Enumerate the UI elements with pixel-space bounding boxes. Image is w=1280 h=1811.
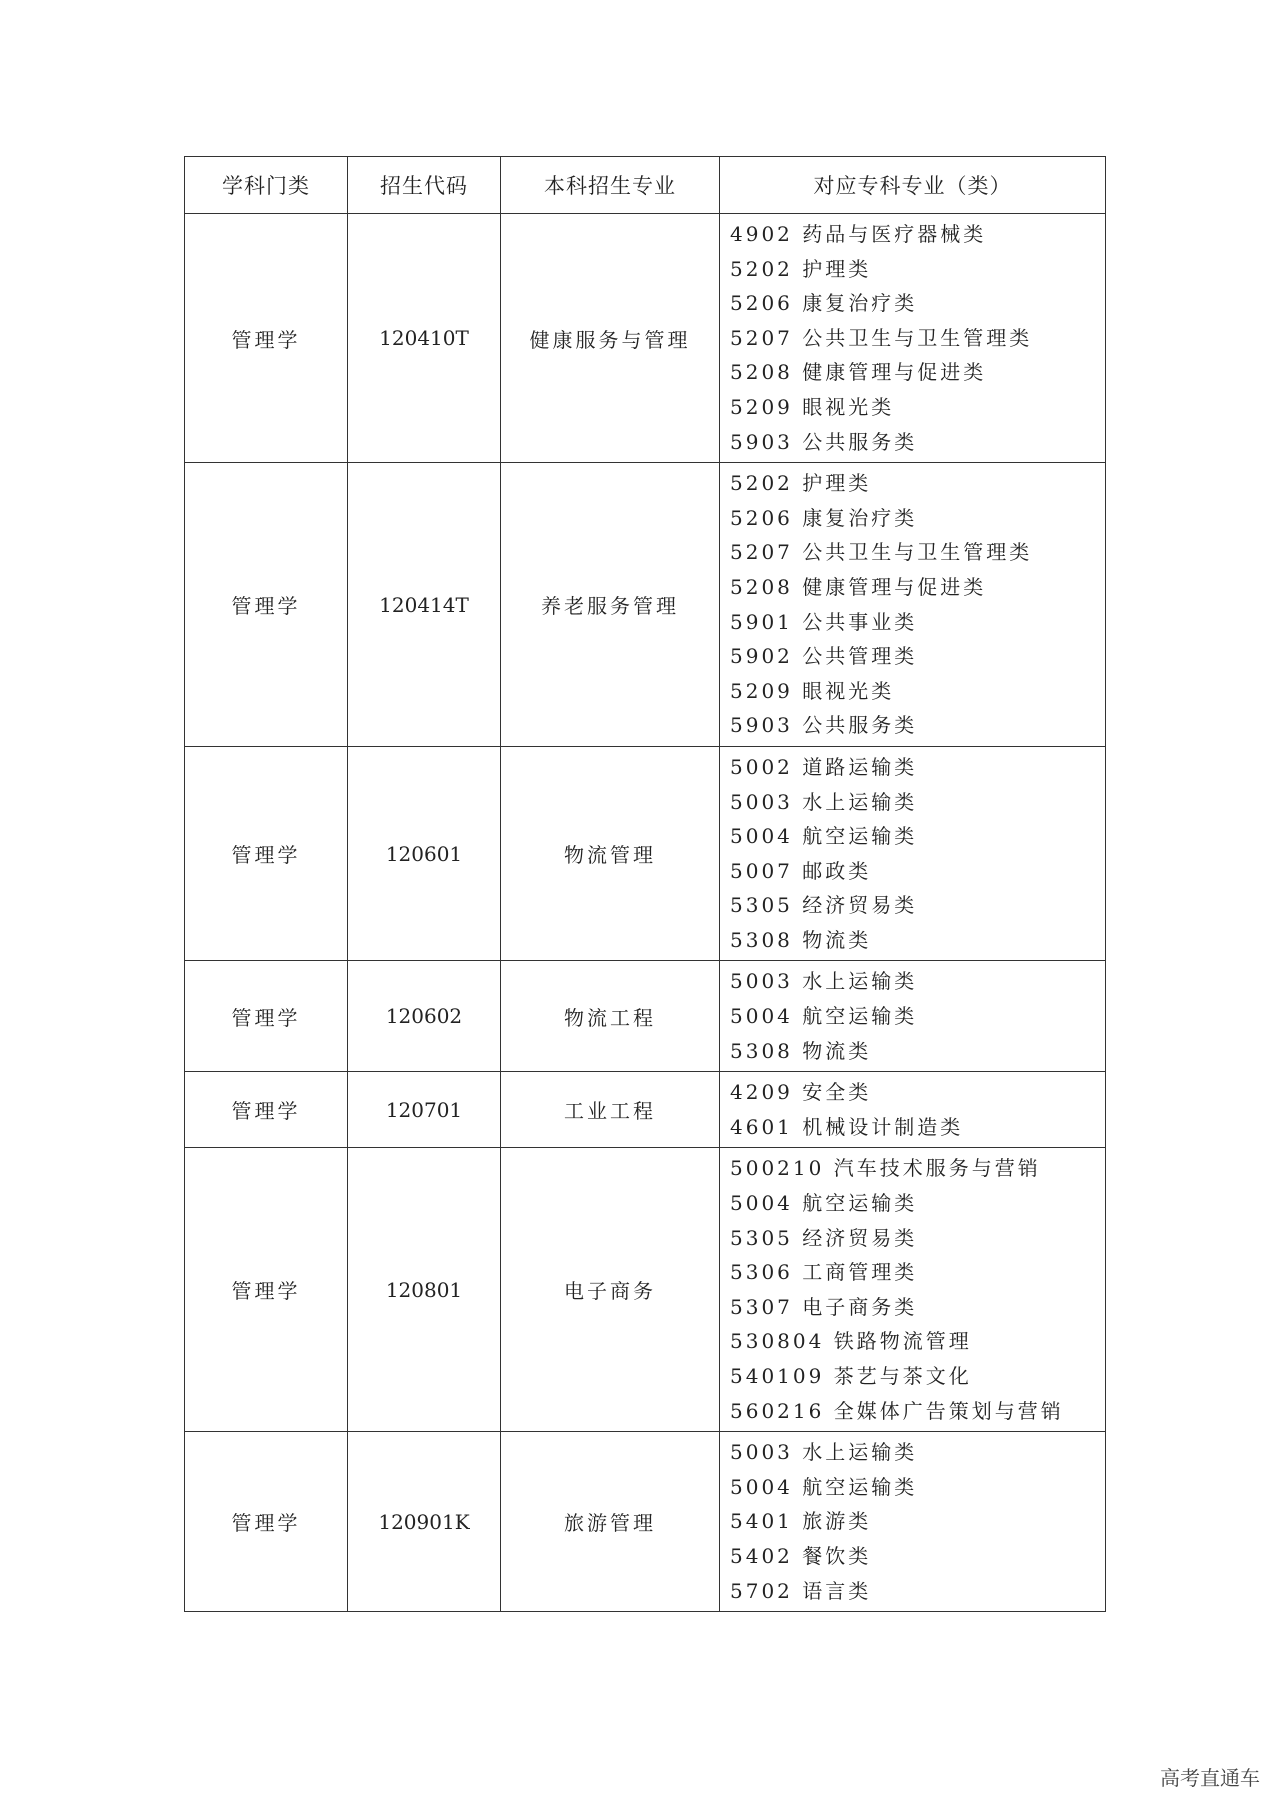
associated-major-item: 5206 康复治疗类 — [730, 291, 918, 316]
associated-major-item: 5901 公共事业类 — [730, 609, 918, 634]
cell-major: 物流管理 — [501, 746, 720, 961]
cell-associated — [720, 1148, 1106, 1432]
cell-code: 120414T — [348, 463, 501, 747]
cell-category: 管理学 — [185, 1432, 348, 1612]
cell-category: 管理学 — [185, 214, 348, 463]
cell-code: 120602 — [348, 961, 501, 1072]
table-row — [185, 1432, 1106, 1612]
header-category: 学科门类 — [185, 157, 348, 214]
associated-major-item: 5002 道路运输类 — [730, 754, 918, 779]
cell-code: 120601 — [348, 746, 501, 961]
table-row — [185, 1072, 1106, 1148]
associated-major-item: 5004 航空运输类 — [730, 824, 918, 849]
associated-major-item: 5007 邮政类 — [730, 858, 872, 883]
cell-major: 物流工程 — [501, 961, 720, 1072]
cell-category: 管理学 — [185, 746, 348, 961]
associated-major-item: 5402 餐饮类 — [730, 1543, 872, 1568]
cell-major: 健康服务与管理 — [501, 214, 720, 463]
watermark-text: 高考直通车 — [1160, 1766, 1260, 1790]
associated-major-item: 5003 水上运输类 — [730, 1440, 918, 1465]
associated-major-item: 5207 公共卫生与卫生管理类 — [730, 540, 1033, 565]
cell-code: 120901K — [348, 1432, 501, 1612]
associated-major-item: 500210 汽车技术服务与营销 — [730, 1156, 1041, 1181]
header-associated: 对应专科专业（类） — [720, 157, 1106, 214]
cell-major: 电子商务 — [501, 1148, 720, 1432]
associated-major-item: 560216 全媒体广告策划与营销 — [730, 1398, 1064, 1423]
cell-associated — [720, 463, 1106, 747]
associated-major-item: 5209 眼视光类 — [730, 678, 895, 703]
cell-code: 120801 — [348, 1148, 501, 1432]
cell-associated — [720, 1432, 1106, 1612]
cell-category: 管理学 — [185, 463, 348, 747]
associated-major-item: 5305 经济贸易类 — [730, 1225, 918, 1250]
table-header — [185, 157, 1106, 214]
associated-major-item: 5902 公共管理类 — [730, 644, 918, 669]
associated-major-item: 5307 电子商务类 — [730, 1294, 918, 1319]
cell-code: 120410T — [348, 214, 501, 463]
table-row — [185, 1148, 1106, 1432]
major-mapping-table — [184, 156, 1106, 1612]
table-row — [185, 746, 1106, 961]
associated-major-item: 4601 机械设计制造类 — [730, 1114, 964, 1139]
associated-major-item: 530804 铁路物流管理 — [730, 1329, 972, 1354]
associated-major-item: 5004 航空运输类 — [730, 1004, 918, 1029]
associated-major-item: 4209 安全类 — [730, 1080, 872, 1105]
associated-major-item: 5004 航空运输类 — [730, 1474, 918, 1499]
associated-major-item: 5305 经济贸易类 — [730, 893, 918, 918]
associated-major-item: 5903 公共服务类 — [730, 713, 918, 738]
associated-major-item: 5702 语言类 — [730, 1578, 872, 1603]
cell-code: 120701 — [348, 1072, 501, 1148]
associated-major-item: 5308 物流类 — [730, 1038, 872, 1063]
cell-associated — [720, 1072, 1106, 1148]
associated-major-item: 5206 康复治疗类 — [730, 505, 918, 530]
cell-associated — [720, 961, 1106, 1072]
associated-major-item: 5003 水上运输类 — [730, 969, 918, 994]
header-major: 本科招生专业 — [501, 157, 720, 214]
associated-major-item: 5004 航空运输类 — [730, 1191, 918, 1216]
cell-category: 管理学 — [185, 1148, 348, 1432]
header-code: 招生代码 — [348, 157, 501, 214]
associated-major-item: 4902 药品与医疗器械类 — [730, 222, 987, 246]
associated-major-item: 5401 旅游类 — [730, 1509, 872, 1534]
cell-major: 养老服务管理 — [501, 463, 720, 747]
associated-major-item: 5208 健康管理与促进类 — [730, 360, 987, 385]
cell-associated — [720, 214, 1106, 463]
table-row — [185, 214, 1106, 463]
associated-major-item: 5209 眼视光类 — [730, 394, 895, 419]
associated-major-item: 540109 茶艺与茶文化 — [730, 1364, 972, 1388]
associated-major-item: 5903 公共服务类 — [730, 429, 918, 454]
associated-major-item: 5308 物流类 — [730, 927, 872, 952]
cell-major: 工业工程 — [501, 1072, 720, 1148]
table-body — [185, 214, 1106, 1612]
table-row — [185, 961, 1106, 1072]
associated-major-item: 5207 公共卫生与卫生管理类 — [730, 325, 1033, 350]
associated-major-item: 5202 护理类 — [730, 256, 872, 281]
cell-associated — [720, 746, 1106, 961]
cell-category: 管理学 — [185, 1072, 348, 1148]
associated-major-item: 5208 健康管理与促进类 — [730, 574, 987, 599]
table-row — [185, 463, 1106, 747]
cell-category: 管理学 — [185, 961, 348, 1072]
associated-major-item: 5306 工商管理类 — [730, 1260, 918, 1285]
cell-major: 旅游管理 — [501, 1432, 720, 1612]
header-row — [185, 157, 1106, 214]
associated-major-item: 5202 护理类 — [730, 471, 872, 496]
associated-major-item: 5003 水上运输类 — [730, 789, 918, 814]
